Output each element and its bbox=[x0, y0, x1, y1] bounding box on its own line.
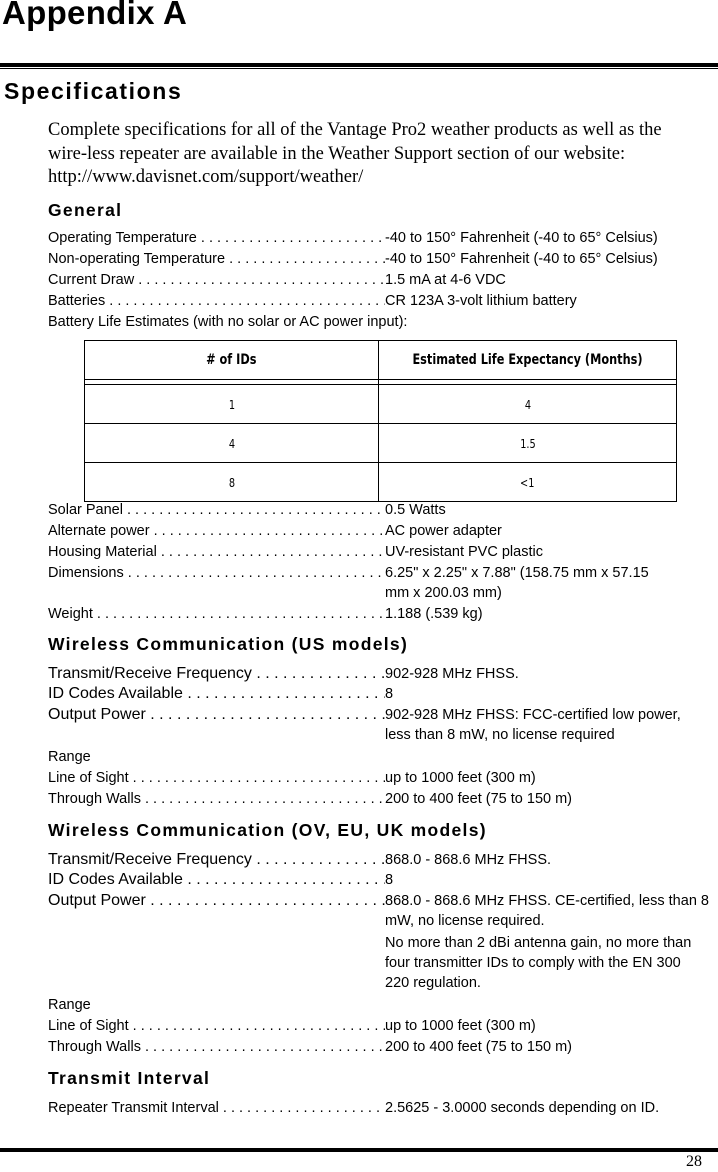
transmit-heading: Transmit Interval bbox=[48, 1068, 211, 1088]
spec-value: 200 to 400 feet (75 to 150 m) bbox=[385, 791, 573, 807]
spec-value: -40 to 150° Fahrenheit (-40 to 65° Celsius) bbox=[385, 251, 658, 267]
header-rule bbox=[0, 63, 718, 67]
spec-label: Through Walls . . . bbox=[48, 789, 385, 809]
table-row bbox=[85, 424, 677, 463]
spec-label: Non-operating Temperature . . . bbox=[48, 249, 385, 269]
spec-label: Output Power . . . bbox=[48, 891, 385, 911]
table-cell: 8 bbox=[85, 463, 379, 502]
table-cell: 4 bbox=[85, 424, 379, 463]
intro-paragraph: Complete specifications for all of the Vantage Pro2 weather products as well as the wire-less repeater are available in the Weather Support section of our website: bbox=[48, 120, 662, 164]
wireless-eu-heading: Wireless Communication (OV, EU, UK models) bbox=[48, 820, 487, 840]
column-header: Estimated Life Expectancy (Months) bbox=[379, 341, 677, 380]
spec-label: Dimensions . . . bbox=[48, 563, 385, 583]
page-title: Appendix A bbox=[2, 0, 188, 31]
spec-label: Through Walls . . . bbox=[48, 1037, 385, 1057]
table-cell: 4 bbox=[379, 385, 677, 424]
spec-value: -40 to 150° Fahrenheit (-40 to 65° Celsius) bbox=[385, 230, 658, 246]
spec-label: Output Power . . . bbox=[48, 705, 385, 725]
spec-value: 8 bbox=[385, 686, 394, 702]
table-cell: 1 bbox=[85, 385, 379, 424]
column-header: # of IDs bbox=[85, 341, 379, 380]
spec-value: 0.5 Watts bbox=[385, 502, 446, 518]
spec-value: 1.188 (.539 kg) bbox=[385, 606, 483, 622]
range-label: Range bbox=[48, 997, 91, 1013]
spec-label: Batteries . . . bbox=[48, 291, 385, 311]
spec-value: CR 123A 3-volt lithium battery bbox=[385, 293, 577, 309]
table-row bbox=[85, 463, 677, 502]
support-url: http://www.davisnet.com/support/weather/ bbox=[48, 167, 364, 187]
spec-label: Transmit/Receive Frequency . . . bbox=[48, 850, 385, 870]
spec-value: up to 1000 feet (300 m) bbox=[385, 1018, 536, 1034]
battery-life-table bbox=[84, 340, 677, 502]
spec-label: Line of Sight . . . bbox=[48, 768, 385, 788]
spec-label: Solar Panel . . . bbox=[48, 500, 385, 520]
table-cell: <1 bbox=[379, 463, 677, 502]
table-row bbox=[85, 385, 677, 424]
spec-value: 8 bbox=[385, 872, 394, 888]
spec-label: Alternate power . . . bbox=[48, 521, 385, 541]
spec-label: ID Codes Available . . . bbox=[48, 684, 385, 704]
footer-rule bbox=[0, 1148, 718, 1152]
header-rule-thin bbox=[0, 68, 718, 69]
spec-value: 868.0 - 868.6 MHz FHSS. bbox=[385, 852, 552, 868]
spec-label: ID Codes Available . . . bbox=[48, 870, 385, 890]
spec-label: Repeater Transmit Interval . . . bbox=[48, 1098, 385, 1118]
table-header-row bbox=[85, 341, 677, 380]
spec-value: up to 1000 feet (300 m) bbox=[385, 770, 536, 786]
wireless-us-heading: Wireless Communication (US models) bbox=[48, 634, 409, 654]
spec-label: Housing Material . . . bbox=[48, 542, 385, 562]
battery-note: Battery Life Estimates (with no solar or AC power input): bbox=[48, 314, 408, 330]
spec-label: Line of Sight . . . bbox=[48, 1016, 385, 1036]
spec-value: 6.25" x 2.25" x 7.88" (158.75 mm x 57.15 mm x 200.03 mm) bbox=[385, 565, 649, 601]
spec-label: Transmit/Receive Frequency . . . bbox=[48, 664, 385, 684]
spec-label: Operating Temperature . . . bbox=[48, 228, 385, 248]
table-cell: 1.5 bbox=[379, 424, 677, 463]
spec-value: 902-928 MHz FHSS: FCC-certified low power, less than 8 mW, no license required bbox=[385, 707, 681, 743]
spec-value: 902-928 MHz FHSS. bbox=[385, 666, 519, 682]
spec-value: 1.5 mA at 4-6 VDC bbox=[385, 272, 506, 288]
spec-value: No more than 2 dBi antenna gain, no more than four transmitter IDs to comply with the EN 300 220 regulation. bbox=[385, 935, 692, 991]
spec-label: Current Draw . . . bbox=[48, 270, 385, 290]
range-label: Range bbox=[48, 749, 91, 765]
spec-value: UV-resistant PVC plastic bbox=[385, 544, 543, 560]
spec-value: AC power adapter bbox=[385, 523, 502, 539]
spec-value: 868.0 - 868.6 MHz FHSS. CE-certified, less than 8 mW, no license required. bbox=[385, 893, 709, 929]
section-title: Specifications bbox=[4, 78, 183, 104]
general-heading: General bbox=[48, 200, 123, 220]
spec-value: 2.5625 - 3.0000 seconds depending on ID. bbox=[385, 1100, 660, 1116]
page-number: 28 bbox=[686, 1153, 702, 1170]
spec-label: Weight . . . bbox=[48, 604, 385, 624]
spec-value: 200 to 400 feet (75 to 150 m) bbox=[385, 1039, 573, 1055]
